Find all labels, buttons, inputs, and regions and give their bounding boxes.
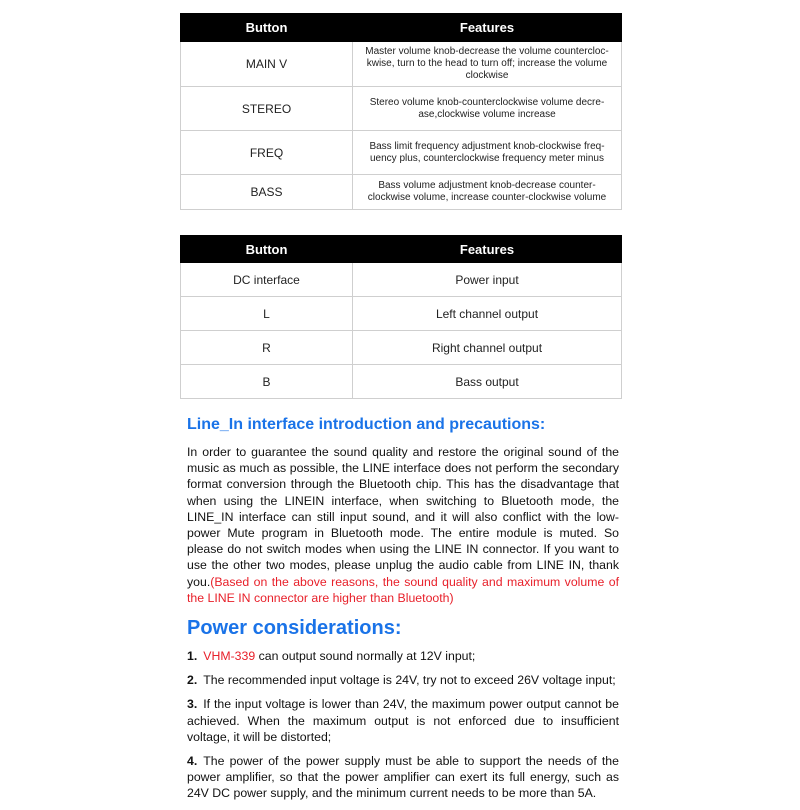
column-header-features: Features <box>353 14 622 42</box>
table-row <box>181 42 622 87</box>
list-item: 2. The recommended input voltage is 24V, try not to exceed 26V voltage input; <box>187 673 616 688</box>
table-row <box>181 365 622 399</box>
list-item: 4. The power of the power supply must be able to support the needs of the power amplifier, so that the power amplifier can exert its full energy, such as 24V DC power supply, and the minimum current needs to be more than 5A. <box>187 754 619 801</box>
table-row <box>181 297 622 331</box>
ports-table <box>180 235 622 399</box>
port-name: L <box>181 297 353 331</box>
controls-table <box>180 13 622 210</box>
control-name: STEREO <box>181 87 353 131</box>
port-feature: Power input <box>353 263 622 297</box>
line-in-heading: Line_In interface introduction and precautions: <box>187 416 546 433</box>
port-name: B <box>181 365 353 399</box>
table-row <box>181 175 622 210</box>
control-feature: Bass volume adjustment knob-decrease counter-clockwise volume, increase counter-clockwise volume <box>353 175 622 210</box>
port-feature: Bass output <box>353 365 622 399</box>
port-name: DC interface <box>181 263 353 297</box>
column-header-button: Button <box>181 236 353 263</box>
line-in-body: In order to guarantee the sound quality and restore the original sound of the music as much as possible, the LINE interface does not perform the secondary format conversion through the Bluetooth chip. This has the disadvantage that when using the LINEIN interface, when switching to Bluetooth mode, the LINE_IN interface can still input sound, and it will also conflict with the low-power Mute program in Bluetooth mode. The entire module is muted. So please do not switch modes when using the LINE IN connector. If you want to use the other two modes, please unplug the audio cable from LINE IN, thank you. <box>187 445 619 589</box>
table-header-row <box>181 236 622 263</box>
control-feature: Bass limit frequency adjustment knob-clockwise freq-uency plus, counterclockwise frequency meter minus <box>353 131 622 175</box>
table-row <box>181 263 622 297</box>
list-item: 3. If the input voltage is lower than 24V, the maximum power output cannot be achieved. When the maximum output is not enforced due to insufficient voltage, it will be distorted; <box>187 697 619 744</box>
power-heading: Power considerations: <box>187 617 402 639</box>
control-feature: Master volume knob-decrease the volume countercloc-kwise, turn to the head to turn off; increase the volume clockwise <box>353 42 622 87</box>
table-row <box>181 131 622 175</box>
table-row <box>181 331 622 365</box>
column-header-features: Features <box>353 236 622 263</box>
control-feature: Stereo volume knob-counterclockwise volume decre-ase,clockwise volume increase <box>353 87 622 131</box>
line-in-paragraph <box>187 444 619 606</box>
list-item: 1. VHM-339 can output sound normally at 12V input; <box>187 649 476 663</box>
table-header-row <box>181 14 622 42</box>
power-list <box>187 648 619 810</box>
port-feature: Left channel output <box>353 297 622 331</box>
line-in-note: (Based on the above reasons, the sound quality and maximum volume of the LINE IN connector are higher than Bluetooth) <box>187 574 619 605</box>
model-name: VHM-339 <box>203 649 256 663</box>
table-row <box>181 87 622 131</box>
port-feature: Right channel output <box>353 331 622 365</box>
column-header-button: Button <box>181 14 353 42</box>
control-name: MAIN V <box>181 42 353 87</box>
control-name: FREQ <box>181 131 353 175</box>
port-name: R <box>181 331 353 365</box>
control-name: BASS <box>181 175 353 210</box>
